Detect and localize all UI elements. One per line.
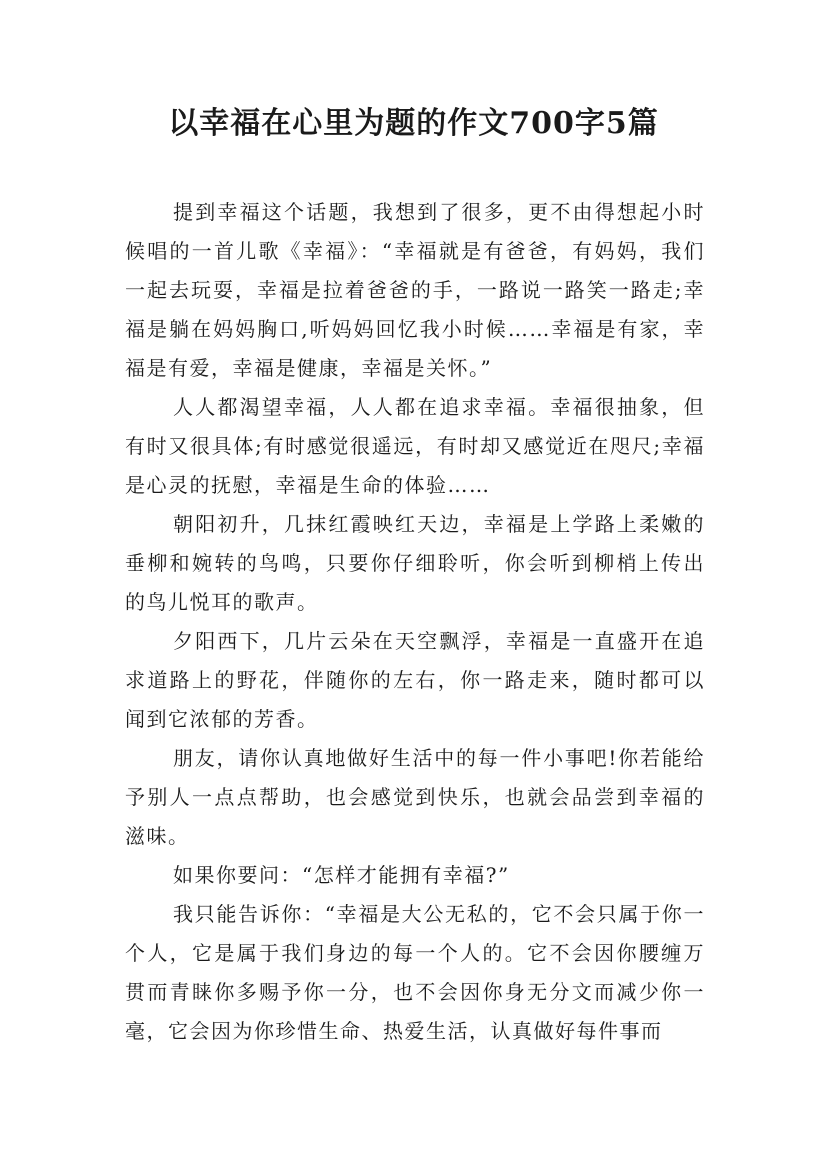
paragraph: 我只能告诉你：“幸福是大公无私的，它不会只属于你一个人，它是属于我们身边的每一个人的。它不会因你腰缠万贯而青睐你多赐予你一分，也不会因你身无分文而减少你一毫，它会因为你珍惜生命、热爱生活，认真做好每件事而: [125, 902, 705, 1043]
paragraph: 夕阳西下，几片云朵在天空飘浮，幸福是一直盛开在追求道路上的野花，伴随你的左右，你一路走来，随时都可以闻到它浓郁的芳香。: [125, 629, 705, 731]
paragraph: 朋友，请你认真地做好生活中的每一件小事吧!你若能给予别人一点点帮助，也会感觉到快乐，也就会品尝到幸福的滋味。: [125, 746, 705, 848]
paragraph: 如果你要问：“怎样才能拥有幸福?”: [173, 863, 510, 887]
document-title: 以幸福在心里为题的作文700字5篇: [168, 106, 659, 141]
paragraph: 朝阳初升，几抹红霞映红天边，幸福是上学路上柔嫩的垂柳和婉转的鸟鸣，只要你仔细聆听，你会听到柳梢上传出的鸟儿悦耳的歌声。: [125, 512, 705, 614]
paragraph: 人人都渴望幸福，人人都在追求幸福。幸福很抽象，但有时又很具体;有时感觉很遥远，有时却又感觉近在咫尺;幸福是心灵的抚慰，幸福是生命的体验……: [125, 395, 705, 497]
document-body: [125, 193, 705, 1051]
paragraph: 提到幸福这个话题，我想到了很多，更不由得想起小时候唱的一首儿歌《幸福》：“幸福就是有爸爸，有妈妈，我们一起去玩耍，幸福是拉着爸爸的手，一路说一路笑一路走;幸福是躺在妈妈胸口,听妈妈回忆我小时候……幸福是有家，幸福是有爱，幸福是健康，幸福是关怀。”: [125, 200, 705, 380]
